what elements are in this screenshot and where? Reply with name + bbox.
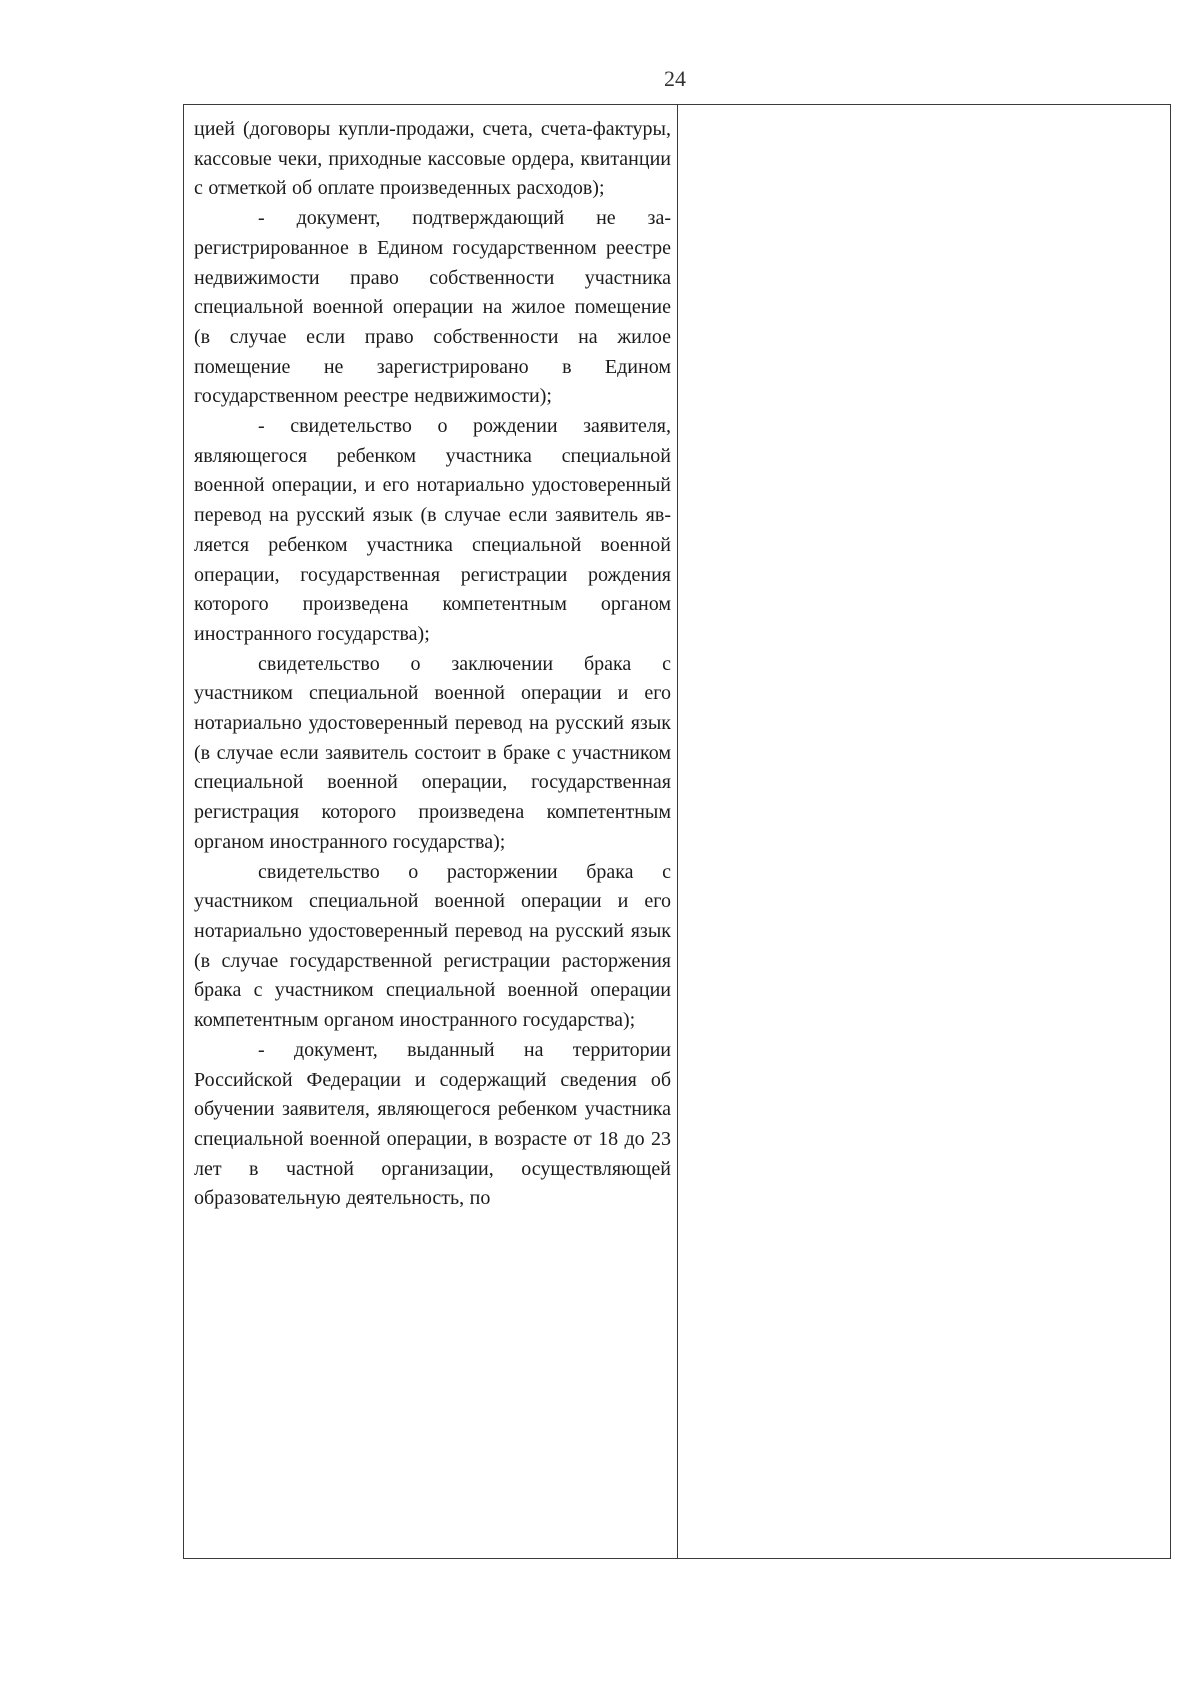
paragraph-marriage-certificate: свидетельство о заключении брака с участником специальной военной операции и его нотариально удостоверенный перевод на русский язык (в случае если заявитель состоит в браке с участником специальной военной операции, государственная регистрация которого произведена компетентным органом иностранного государства); xyxy=(194,652,671,853)
table-right-column xyxy=(678,105,1170,1558)
page-number: 24 xyxy=(664,66,686,91)
paragraph-payment-documents: цией (договоры купли-продажи, счета, счета-фактуры, кассовые чеки, приходные кассовые ордера, квитанции с отметкой об оплате произведенных расходов); xyxy=(194,118,671,200)
table-left-column xyxy=(184,105,678,1558)
document-table xyxy=(183,104,1171,1559)
paragraph-unregistered-property-document: - документ, подтверждающий не зарегистрированное в Едином государственном реестре недвижимости право собственности участника специальной военной операции на жилое помещение (в случае если право собственности на жилое помещение не зарегистрировано в Едином государственном реестре недвижимости); xyxy=(194,207,671,408)
paragraph-birth-certificate: - свидетельство о рождении заявителя, являющегося ребенком участника специальной военной операции, и его нотариально удостоверенный перевод на русский язык (в случае если заявитель является ребенком участника специальной военной операции, государственная регистрации рождения которого произведена компетентным органом иностранного государства); xyxy=(194,415,671,645)
paragraph-education-document: - документ, выданный на территории Российской Федерации и содержащий сведения об обучении заявителя, являющегося ребенком участника специальной военной операции, в возрасте от 18 до 23 лет в частной организации, осуществляющей образовательную деятельность, по xyxy=(194,1038,671,1210)
paragraph-divorce-certificate: свидетельство о расторжении брака с участником специальной военной операции и его нотариально удостоверенный перевод на русский язык (в случае государственной регистрации расторжения брака с участником специальной военной операции компетентным органом иностранного государства); xyxy=(194,860,671,1032)
